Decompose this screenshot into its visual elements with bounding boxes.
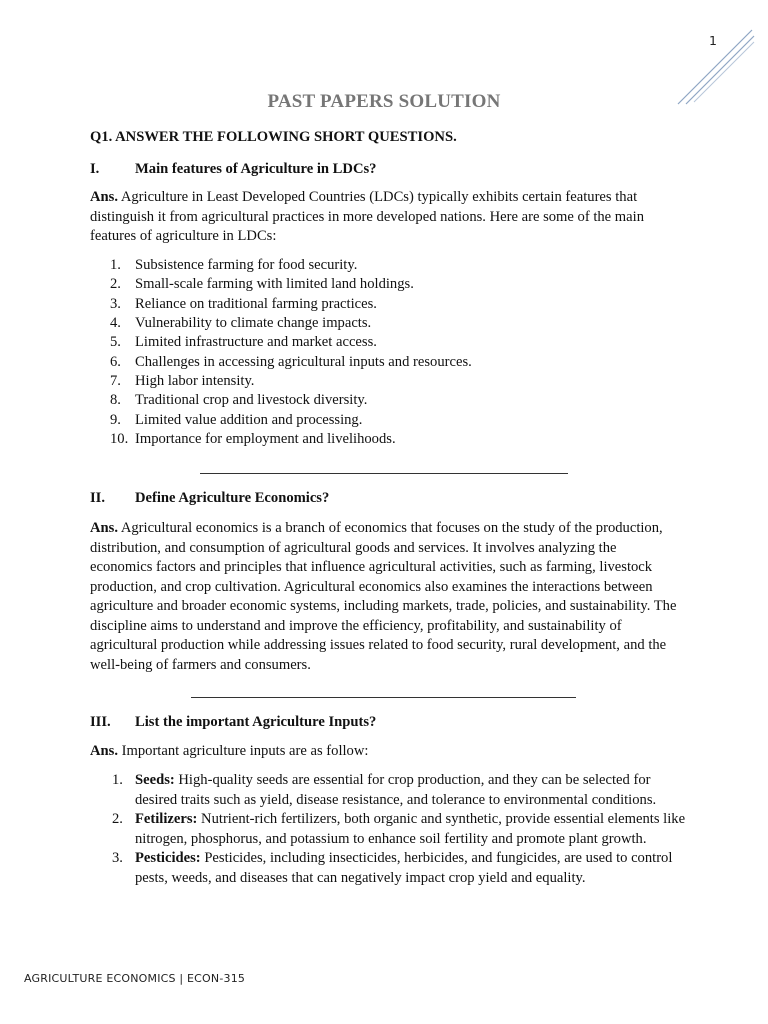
subquestion-text: Main features of Agriculture in LDCs? [135,161,377,177]
list-item: 1. Subsistence farming for food security. [110,257,358,273]
subquestion-heading [90,489,329,509]
list-item: 3. Reliance on traditional farming practices. [110,295,377,312]
subquestion-text: Define Agriculture Economics? [135,490,330,506]
page-footer: AGRICULTURE ECONOMICS | ECON-315 [24,972,246,985]
list-item: 10. Importance for employment and livelihoods. [110,431,396,448]
list-item: 6. Challenges in accessing agricultural inputs and resources. [110,353,472,370]
section-divider [200,473,568,474]
subquestion-heading [90,713,376,733]
answer-label: Ans. [90,189,118,205]
answer-paragraph [90,188,680,247]
answer-text: Agricultural economics is a branch of economics that focuses on the study of the production, distribution, and consumption of agricultural goods and services. It involves analyzing the economics factors and principles that influence agricultural activities, such as farming, livestock production, and crop cultivation. Agricultural economics also examines the interactions between agriculture and broader economic systems, including markets, trade, policies, and sustainability. The discipline aims to understand and improve the efficiency, profitability, and sustainability of agricultural production while addressing issues related to food security, rural development, and the well-being of farmers and consumers. [90,520,677,673]
ldc-features-list [90,256,472,449]
subquestion-heading [90,160,376,180]
answer-text: Agriculture in Least Developed Countries (LDCs) typically exhibits certain features that distinguish it from agricultural practices in more developed nations. Here are some of the main features of agriculture in LDCs: [90,189,644,244]
list-item: 2. Fetilizers: Nutrient-rich fertilizers, both organic and synthetic, provide essential elements like nitrogen, phosphorus, and potassium to enhance soil fertility and promote plant growth. [112,811,686,847]
document-title: PAST PAPERS SOLUTION [267,91,501,112]
answer-paragraph [90,742,680,762]
input-term: Fetilizers: [135,811,198,827]
list-item: 1. Seeds: High-quality seeds are essential for crop production, and they can be selected for desired traits such as yield, disease resistance, and tolerance to environmental conditions. [112,772,657,808]
section-divider [191,697,576,698]
question-1-heading: Q1. ANSWER THE FOLLOWING SHORT QUESTIONS. [90,129,457,145]
subquestion-numeral: I. [90,161,100,177]
list-item: 5. Limited infrastructure and market access. [110,334,377,351]
answer-paragraph [90,519,680,675]
input-term: Seeds: [135,772,175,788]
input-description: Pesticides, including insecticides, herbicides, and fungicides, are used to control pests, weeds, and diseases that can negatively impact crop yield and equality. [135,850,673,886]
answer-label: Ans. [90,520,118,536]
list-item: 7. High labor intensity. [110,373,255,390]
list-item: 4. Vulnerability to climate change impacts. [110,315,372,332]
subquestion-numeral: II. [90,490,106,506]
page-number: 1 [709,33,717,48]
list-item: 2. Small-scale farming with limited land holdings. [110,276,414,293]
list-item: 9. Limited value addition and processing. [110,411,363,428]
answer-text: Important agriculture inputs are as follow: [121,743,369,759]
agriculture-inputs-list [90,771,690,888]
subquestion-numeral: III. [90,714,111,730]
answer-label: Ans. [90,743,118,759]
subquestion-text: List the important Agriculture Inputs? [135,714,377,730]
list-item: 3. Pesticides: Pesticides, including insecticides, herbicides, and fungicides, are used to control pests, weeds, and diseases that can negatively impact crop yield and equality. [112,850,673,886]
input-description: Nutrient-rich fertilizers, both organic and synthetic, provide essential elements like nitrogen, phosphorus, and potassium to enhance soil fertility and promote plant growth. [135,811,686,847]
input-term: Pesticides: [135,850,201,866]
input-description: High-quality seeds are essential for crop production, and they can be selected for desired traits such as yield, disease resistance, and tolerance to environmental conditions. [135,772,657,808]
list-item: 8. Traditional crop and livestock diversity. [110,392,368,409]
